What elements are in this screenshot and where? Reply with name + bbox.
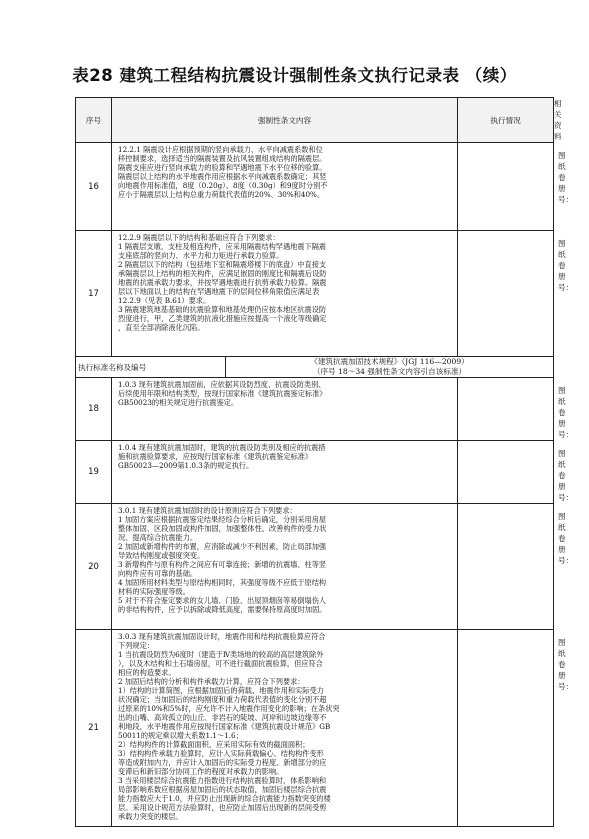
clause-line: 2 隔震层以下的结构（包括地下室和隔震塔楼下的底盘）中直接支: [118, 260, 327, 269]
clause-content: [112, 630, 458, 827]
clause-line: 5 对于不符合鉴定要求的女儿墙、门脸、出屋顶烟囱等易倒塌伤人: [118, 596, 327, 605]
table-body-a: [76, 143, 574, 357]
clause-line: 1）结构的计算简图，应根据加固后的荷载、地震作用和实际受力: [118, 686, 324, 695]
clause-line: 1.0.3 现有建筑抗震加固前，应依据其设防烈度、抗震设防类别、: [118, 380, 326, 389]
clause-line: 况、提高综合抗震能力。: [118, 533, 198, 542]
clause-line: 4 加固所用材料类型与原结构相同时，其强度等级不应低于原结构: [118, 578, 327, 587]
clause-content: [112, 378, 458, 441]
header-content: 强制性条文内容: [112, 98, 458, 143]
clause-line: 后续使用年限和结构类型，按现行国家标准《建筑抗震鉴定标准》: [118, 389, 327, 398]
table-body-b: [76, 378, 574, 827]
table-row: 17 12.2.9 隔震层以下的结构和基础应符合下列要求： 1 隔震层支墩、支柱及相连构件，应采用隔震结构罕遇地震下隔震 支座底部的竖向力、水平力和力矩进行承载力验算。 2 隔震层以下的结构（包括地下室和隔震塔楼下的底盘）中直接支 承隔震层以上结构的相关构件，应满足嵌固的刚度比和隔震后设防 地震的抗震承载力要求，并按罕遇地震进行抗剪承载力验算。隔震 层以下地面以上的结构在罕遇地震下的层间位移角限值应满足表 12.2.9（见表 B.61）要求。 3 隔震建筑地基基础的抗震验算和地基处理仍应按本地区抗震设防 烈度进行，甲、乙类建筑的抗液化措施应按提高一个液化等级确定 ，直至全部消除液化沉陷。 图纸卷册号：: [76, 231, 554, 357]
clause-line: 隔震支座应进行竖向承载力的验算和罕遇地震下水平位移的验算。: [118, 163, 327, 172]
table-row: 21 3.0.3 现有建筑抗震加固设计时，地震作用和结构抗震验算应符合 下列规定： 1 当抗震设防烈为6度时（建造于Ⅳ类场地的较高的高层建筑除外 ），以及木结构和土石墙房屋，可不进行截面抗震验算，但应符合 相应的构造要求。 2 加固后结构的分析和构件承载力计算，应符合下列要求： 1）结构的计算简图，应根据加固后的荷载、地震作用和实际受力 状况确定；当加固后的结构刚度和重力荷载代表值的变化分别不超 过原来的10%和5%时，应允许不计入地震作用变化的影响；在条状突 出的山嘴、高耸孤立的山丘、非岩石的陡坡、河岸和边坡边缘等不 利地段，水平地震作用应按现行国家标准《建筑抗震设计规范》GB 50011的规定乘以增大系数1.1～1.6； 2）结构构件的计算截面面积，应采用实际有效的截面面积； 3）结构构件承载力验算时，应计入实际荷载偏心、结构构件变形 等造成附加内力，并应计入加固后的实际受力程度、新增部分的应 变滞后和新旧部分协同工作的程度对承载力的影响。 3 当采用楼层综合抗震能力指数进行结构抗震验算时，体系影响和 局部影响系数应根据房屋加固后的状态取值，加固后楼层综合抗震 能力指数应大于1.0，并应防止出现新的综合抗震能力指数突变的楼 层。采用设计规范方法验算时，也应防止加固后出现新的层间受剪 承载力突变的楼层。 图纸卷册号：: [76, 630, 554, 827]
clause-line: 向地震作用标准值，8度（0.20g）、8度（0.30g）和9度时分别不: [118, 181, 328, 190]
page-title: 表28 建筑工程结构抗震设计强制性条文执行记录表 （续）: [72, 66, 517, 85]
clause-line: 整体加固、区段加固或构件加固，加强整体性、改善构件的受力状: [118, 524, 327, 533]
execution-status-cell[interactable]: [458, 378, 554, 441]
clause-line: 变滞后和新旧部分协同工作的程度对承载力的影响。: [118, 767, 284, 776]
row-number: 19: [76, 441, 112, 504]
clause-line: GB50023的相关规定进行抗震鉴定。: [118, 398, 239, 407]
clause-line: 向构件应有可靠的基础。: [118, 569, 198, 578]
clause-line: 3.0.1 现有建筑抗震加固时的设计原则应符合下列要求：: [118, 506, 297, 515]
standard-line-2: （序号 18～34 强制性条文内容引自该标准）: [312, 367, 467, 376]
clause-content: [112, 441, 458, 504]
clause-line: 应小于隔震层以上结构总重力荷载代表值的20%、30%和40%。: [118, 190, 325, 199]
clause-line: 的非结构构件，应予以拆除或降低高度，需要保持原高度时加固。: [118, 605, 327, 614]
clause-line: 隔震层以上结构的水平地震作用应根据水平向减震系数确定；其竖: [118, 172, 327, 181]
table-row: 16 12.2.1 隔震设计应根据预期的竖向承载力、水平向减震系数和位 移控制要求，选择适当的隔震装置及抗风装置组成结构的隔震层。 隔震支座应进行竖向承载力的验算和罕遇地震下水平位移的验算。 隔震层以上结构的水平地震作用应根据水平向减震系数确定；其竖 向地震作用标准值，8度（0.20g）、8度（0.30g）和9度时分别不 应小于隔震层以上结构总重力荷载代表值的20%、30%和40%。 图纸卷册号：: [76, 143, 554, 231]
header-status: 执行情况: [458, 98, 554, 143]
row-number: 20: [76, 504, 112, 630]
clause-line: 12.2.9 隔震层以下的结构和基础应符合下列要求：: [118, 233, 280, 242]
clause-line: 3 隔震建筑地基基础的抗震验算和地基处理仍应按本地区抗震设防: [118, 305, 327, 314]
clause-content: [112, 143, 458, 231]
clause-line: 相应的构造要求。: [118, 668, 176, 677]
clause-line: 层。采用设计规范方法验算时，也应防止加固后出现新的层间受剪: [118, 803, 327, 812]
table-row: 19 1.0.4 现有建筑抗震加固时，建筑的抗震设防类别及相应的抗震措 施和抗震验算要求，应按现行国家标准《建筑抗震鉴定标准》 GB50023—2009第1.0.3条的规定执行。 图纸卷册号：: [76, 441, 554, 504]
clause-line: 施和抗震验算要求，应按现行国家标准《建筑抗震鉴定标准》: [118, 452, 313, 461]
clause-line: 局部影响系数应根据房屋加固后的状态取值，加固后楼层综合抗震: [118, 785, 327, 794]
row-number: 21: [76, 630, 112, 827]
clause-line: 3 新增构件与原有构件之间应有可靠连接；新增的抗震墙、柱等竖: [118, 560, 327, 569]
clause-line: 2）结构构件的计算截面面积，应采用实际有效的截面面积；: [118, 740, 310, 749]
clause-line: 状况确定；当加固后的结构刚度和重力荷载代表值的变化分别不超: [118, 695, 327, 704]
clause-line: ），以及木结构和土石墙房屋，可不进行截面抗震验算，但应符合: [118, 659, 323, 668]
clause-line: 材料的实际强度等级。: [118, 587, 190, 596]
clause-line: 烈度进行，甲、乙类建筑的抗液化措施应按提高一个液化等级确定: [118, 314, 327, 323]
clause-line: 50011的规定乘以增大系数1.1～1.6；: [118, 731, 243, 740]
standard-label: 执行标准名称及编号: [76, 357, 226, 378]
execution-status-cell[interactable]: [458, 441, 554, 504]
clause-line: 地震的抗震承载力要求，并按罕遇地震进行抗剪承载力验算。隔震: [118, 278, 327, 287]
clause-line: 承载力突变的楼层。: [118, 812, 183, 821]
table-row: 18 1.0.3 现有建筑抗震加固前，应依据其设防烈度、抗震设防类别、 后续使用年限和结构类型，按现行国家标准《建筑抗震鉴定标准》 GB50023的相关规定进行抗震鉴定。 图纸卷册号：: [76, 378, 554, 441]
row-number: 18: [76, 378, 112, 441]
execution-status-cell[interactable]: [458, 231, 554, 357]
clause-line: 支座底部的竖向力、水平力和力矩进行承载力验算。: [118, 251, 284, 260]
clause-line: 能力指数应大于1.0，并应防止出现新的综合抗震能力指数突变的楼: [118, 794, 331, 803]
execution-status-cell[interactable]: [458, 630, 554, 827]
clause-line: 出的山嘴、高耸孤立的山丘、非岩石的陡坡、河岸和边坡边缘等不: [118, 713, 327, 722]
clause-line: ，直至全部消除液化沉陷。: [118, 323, 205, 332]
table-row: 20 3.0.1 现有建筑抗震加固时的设计原则应符合下列要求： 1 加固方案应根据抗震鉴定结果经综合分析后确定，分别采用房屋 整体加固、区段加固或构件加固，加强整体性、改善构件的受力状 况、提高综合抗震能力。 2 加固或新增构件的布置，应消除或减少不利因素，防止局部加强 导致结构刚度或强度突变。 3 新增构件与原有构件之间应有可靠连接；新增的抗震墙、柱等竖 向构件应有可靠的基础。 4 加固所用材料类型与原结构相同时，其强度等级不应低于原结构 材料的实际强度等级。 5 对于不符合鉴定要求的女儿墙、门脸、出屋顶烟囱等易倒塌伤人 的非结构构件，应予以拆除或降低高度，需要保持原高度时加固。 图纸卷册号：: [76, 504, 554, 630]
clause-line: 承隔震层以上结构的相关构件，应满足嵌固的刚度比和隔震后设防: [118, 269, 327, 278]
clause-line: 导致结构刚度或强度突变。: [118, 551, 205, 560]
clause-line: GB50023—2009第1.0.3条的规定执行。: [118, 461, 254, 470]
clause-line: 过原来的10%和5%时，应允许不计入地震作用变化的影响；在条状突: [118, 704, 340, 713]
clause-line: 3.0.3 现有建筑抗震加固设计时，地震作用和结构抗震验算应符合: [118, 632, 326, 641]
header-no: 序号: [76, 98, 112, 143]
standard-text: [226, 357, 554, 378]
clause-line: 2 加固后结构的分析和构件承载力计算，应符合下列要求：: [118, 677, 305, 686]
standard-row: [76, 357, 554, 378]
execution-status-cell[interactable]: [458, 143, 554, 231]
clause-line: 1 当抗震设防烈为6度时（建造于Ⅳ类场地的较高的高层建筑除外: [118, 650, 324, 659]
execution-status-cell[interactable]: [458, 504, 554, 630]
clause-line: 移控制要求，选择适当的隔震装置及抗风装置组成结构的隔震层。: [118, 154, 327, 163]
clause-content: [112, 504, 458, 630]
clause-line: 3 当采用楼层综合抗震能力指数进行结构抗震验算时，体系影响和: [118, 776, 327, 785]
clause-content: [112, 231, 458, 357]
record-table: [75, 97, 574, 827]
clause-line: 层以下地面以上的结构在罕遇地震下的层间位移角限值应满足表: [118, 287, 320, 296]
clause-line: 下列规定：: [118, 641, 154, 650]
clause-line: 12.2.1 隔震设计应根据预期的竖向承载力、水平向减震系数和位: [118, 145, 323, 154]
row-number: 16: [76, 143, 112, 231]
clause-line: 1 加固方案应根据抗震鉴定结果经综合分析后确定，分别采用房屋: [118, 515, 327, 524]
clause-line: 1 隔震层支墩、支柱及相连构件，应采用隔震结构罕遇地震下隔震: [118, 242, 327, 251]
clause-line: 3）结构构件承载力验算时，应计入实际荷载偏心、结构构件变形: [118, 749, 324, 758]
clause-line: 2 加固或新增构件的布置，应消除或减少不利因素，防止局部加强: [118, 542, 327, 551]
table-header-row: 序号 强制性条文内容 执行情况 相关资料: [76, 98, 554, 143]
standard-line-1: 《建筑抗震加固技术规程》（JGJ 116—2009）: [310, 357, 469, 366]
clause-line: 12.2.9（见表 B.61）要求。: [118, 296, 211, 305]
row-number: 17: [76, 231, 112, 357]
clause-line: 等造成附加内力，并应计入加固后的实际受力程度、新增部分的应: [118, 758, 327, 767]
clause-line: 利地段，水平地震作用应按现行国家标准《建筑抗震设计规范》GB: [118, 722, 331, 731]
clause-line: 1.0.4 现有建筑抗震加固时，建筑的抗震设防类别及相应的抗震措: [118, 443, 326, 452]
